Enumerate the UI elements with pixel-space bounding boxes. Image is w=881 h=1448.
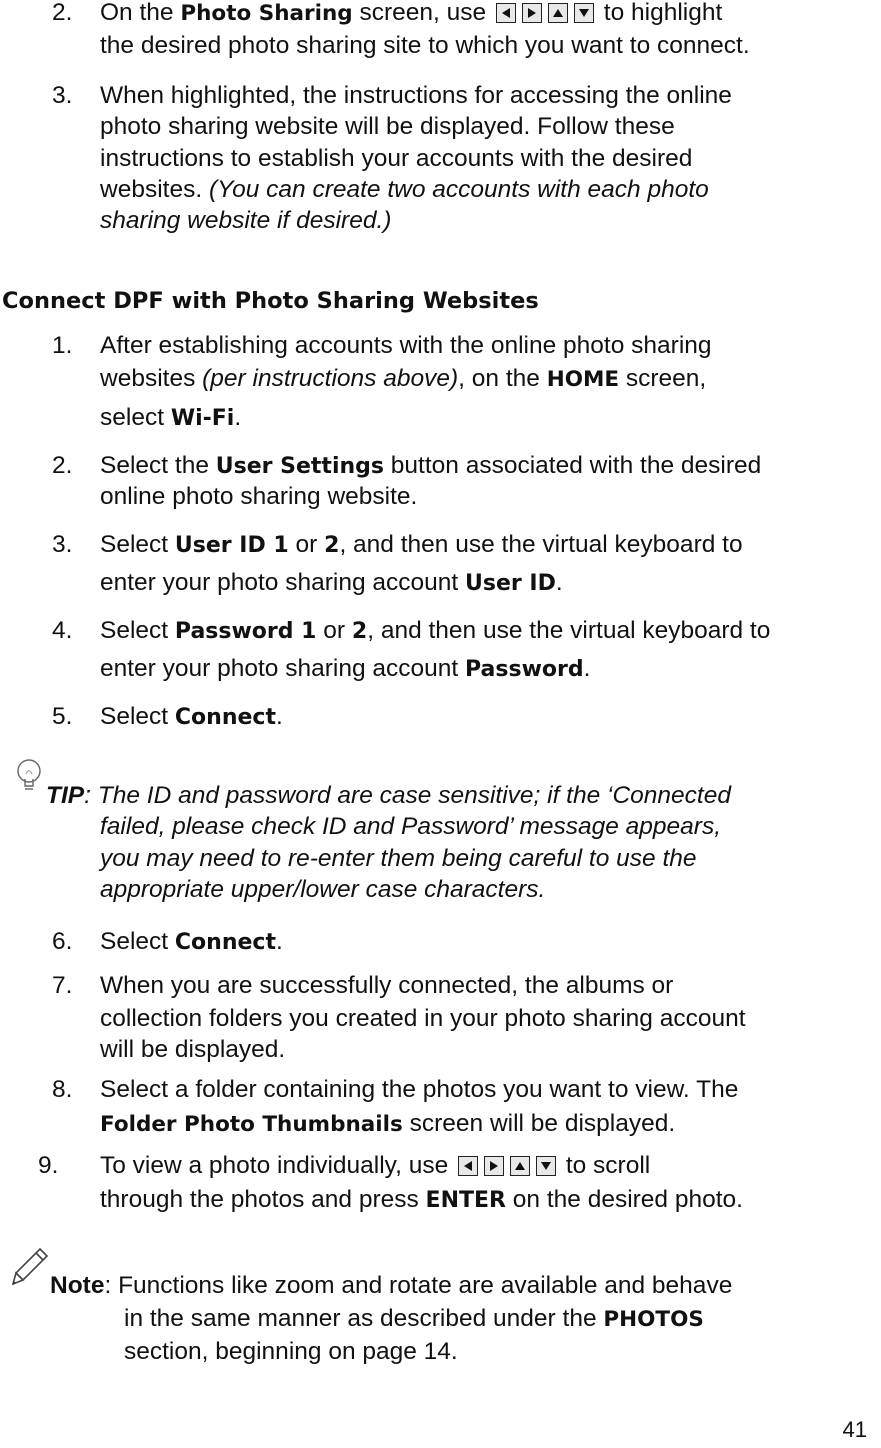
text-line: When highlighted, the instructions for accessing the online (100, 82, 732, 109)
text-line: On the Photo Sharing screen, use to highlight (100, 0, 723, 26)
text-line: After establishing accounts with the online photo sharing (100, 332, 712, 359)
text-line: Select a folder containing the photos you want to view. The (100, 1076, 739, 1103)
text-line: through the photos and press ENTER on the desired photo. (100, 1186, 743, 1213)
left-arrow-key-icon (496, 3, 516, 23)
text-line: sharing website if desired.) (100, 207, 392, 234)
left-arrow-key-icon (458, 1156, 478, 1176)
text-line: Select Connect. (100, 703, 283, 730)
list-number: 2. (52, 452, 73, 479)
text-line: websites (per instructions above), on the HOME screen, (100, 365, 707, 392)
text-line: Select User ID 1 or 2, and then use the virtual keyboard to (100, 531, 743, 558)
list-number: 8. (52, 1076, 73, 1103)
text-line: Select Connect. (100, 928, 283, 955)
text-line: appropriate upper/lower case characters. (100, 876, 546, 903)
text-line: you may need to re-enter them being careful to use the (100, 845, 697, 872)
text-line: Select Password 1 or 2, and then use the virtual keyboard to (100, 617, 771, 644)
page-number: 41 (842, 1417, 867, 1442)
text-line: online photo sharing website. (100, 483, 418, 510)
list-number: 6. (52, 928, 73, 955)
text-line: select Wi-Fi. (100, 404, 242, 431)
up-arrow-key-icon (548, 3, 568, 23)
text-line: Select the User Settings button associated with the desired (100, 452, 762, 479)
text-line: collection folders you created in your photo sharing account (100, 1005, 746, 1032)
list-number: 2. (52, 0, 73, 26)
text-line: enter your photo sharing account Password. (100, 655, 591, 682)
text-line: failed, please check ID and Password’ message appears, (100, 813, 722, 840)
down-arrow-key-icon (574, 3, 594, 23)
list-number: 7. (52, 972, 73, 999)
text-line: Folder Photo Thumbnails screen will be displayed. (100, 1110, 676, 1137)
list-number: 1. (52, 332, 73, 359)
list-number: 9. (38, 1152, 59, 1179)
text-line: will be displayed. (100, 1036, 286, 1063)
up-arrow-key-icon (510, 1156, 530, 1176)
pencil-icon (10, 1246, 50, 1288)
ui-screen-name: Photo Sharing (180, 1, 353, 26)
text-line: section, beginning on page 14. (124, 1338, 458, 1365)
text-line: Note: Functions like zoom and rotate are available and behave (50, 1272, 733, 1299)
text-line: photo sharing website will be displayed. Follow these (100, 113, 675, 140)
list-number: 3. (52, 82, 73, 109)
ui-screen-name: PHOTOS (603, 1307, 704, 1332)
list-number: 4. (52, 617, 73, 644)
note-label: Note (50, 1272, 105, 1299)
text-line: websites. (You can create two accounts with each photo (100, 176, 709, 203)
text-line: When you are successfully connected, the albums or (100, 972, 674, 999)
right-arrow-key-icon (484, 1156, 504, 1176)
text-line: in the same manner as described under the PHOTOS (124, 1305, 704, 1332)
right-arrow-key-icon (522, 3, 542, 23)
text-line: the desired photo sharing site to which you want to connect. (100, 32, 750, 59)
list-number: 5. (52, 703, 73, 730)
text-line: instructions to establish your accounts with the desired (100, 145, 693, 172)
text-line: TIP: The ID and password are case sensitive; if the ‘Connected (46, 782, 731, 809)
text-line: To view a photo individually, use to scroll (100, 1152, 651, 1179)
section-heading: Connect DPF with Photo Sharing Websites (2, 288, 539, 314)
list-number: 3. (52, 531, 73, 558)
down-arrow-key-icon (536, 1156, 556, 1176)
ui-screen-name: Folder Photo Thumbnails (100, 1112, 403, 1137)
ui-screen-name: HOME (546, 367, 620, 392)
lightbulb-icon (14, 758, 44, 792)
text-line: enter your photo sharing account User ID. (100, 569, 563, 596)
tip-label: TIP (46, 782, 85, 809)
